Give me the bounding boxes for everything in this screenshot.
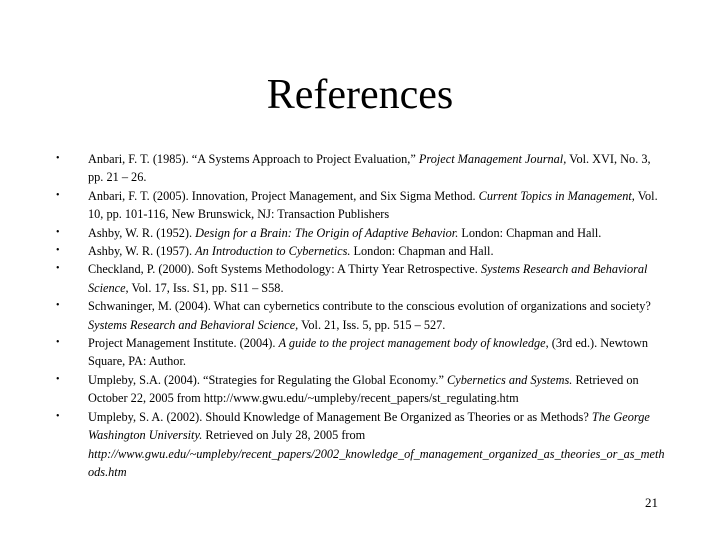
reference-text [88,224,666,242]
bullet-icon: • [56,410,60,422]
reference-source-title: Design for a Brain: The Origin of Adaptive Behavior. [195,225,459,240]
page-number: 21 [645,495,658,510]
reference-details: Retrieved on October 22, 2005 from http://www.gwu.edu/~umpleby/recent_papers/st_regulating.htm [88,372,639,406]
reference-text [88,297,666,334]
reference-source-title: The George Washington University. [88,409,650,443]
reference-citation: Umpleby, S.A. (2004). “Strategies for Regulating the Global Economy.” [88,372,448,387]
reference-citation: Checkland, P. (2000). Soft Systems Methodology: A Thirty Year Retrospective. [88,262,481,277]
reference-item [56,187,666,224]
reference-citation: Anbari, F. T. (1985). “A Systems Approach to Project Evaluation,” [88,152,419,166]
reference-item [56,334,666,371]
reference-source-title: Cybernetics and Systems. [447,372,573,387]
reference-item [56,150,666,187]
bullet-icon: • [56,300,60,312]
reference-item [56,408,666,482]
reference-citation: Project Management Institute. (2004). [88,336,279,351]
reference-source-title: An Introduction to Cybernetics. [195,244,351,259]
reference-details: Vol. 21, Iss. 5, pp. 515 – 527. [298,317,446,332]
reference-item [56,371,666,408]
reference-text [88,371,666,408]
reference-list [56,150,666,481]
reference-source-title: Project Management Journal, [418,152,567,166]
reference-text [88,150,666,187]
bullet-icon: • [56,245,60,257]
reference-details: London: Chapman and Hall. [458,225,602,240]
reference-item [56,297,666,334]
reference-citation: Umpleby, S. A. (2002). Should Knowledge of Management Be Organized as Theories or as Methods? [88,409,592,424]
reference-item [56,260,666,297]
reference-citation: Anbari, F. T. (2005). Innovation, Project Management, and Six Sigma Method. [88,188,479,203]
reference-citation: Ashby, W. R. (1957). [88,244,196,259]
reference-citation: Schwaninger, M. (2004). What can cybernetics contribute to the conscious evolution of organizations and society? [88,299,651,314]
reference-text [88,408,666,482]
bullet-icon: • [56,226,60,238]
reference-source-title: A guide to the project management body of knowledge [278,336,546,351]
reference-details: Vol. XVI, No. 3, pp. 21 – 26. [88,152,651,185]
reference-text [88,187,666,224]
reference-details: London: Chapman and Hall. [350,244,494,259]
reference-details: Vol. 10, pp. 101-116, New Brunswick, NJ: Transaction Publishers [88,188,658,222]
reference-details: Retrieved on July 28, 2005 from [202,428,366,443]
reference-text [88,242,666,260]
reference-details: , (3rd ed.). Newtown Square, PA: Author. [88,336,649,369]
bullet-icon: • [56,189,60,201]
reference-item [56,224,666,242]
reference-text [88,334,666,371]
bullet-icon: • [56,263,60,275]
page-title: References [266,72,454,118]
bullet-icon: • [56,373,60,385]
reference-source-title: Systems Research and Behavioral Science, [88,262,648,295]
reference-details: Vol. 17, Iss. S1, pp. S11 – S58. [128,280,284,295]
reference-citation: Ashby, W. R. (1952). [88,225,196,240]
reference-text [88,260,666,297]
bullet-icon: • [56,337,60,349]
reference-item [56,242,666,260]
reference-source-title: Systems Research and Behavioral Science, [88,317,299,332]
reference-source-title: Current Topics in Management, [478,188,635,203]
reference-url: http://www.gwu.edu/~umpleby/recent_papers/2002_knowledge_of_management_organized_as_theories_or_as_methods.htm [88,446,665,479]
bullet-icon: • [56,153,60,164]
